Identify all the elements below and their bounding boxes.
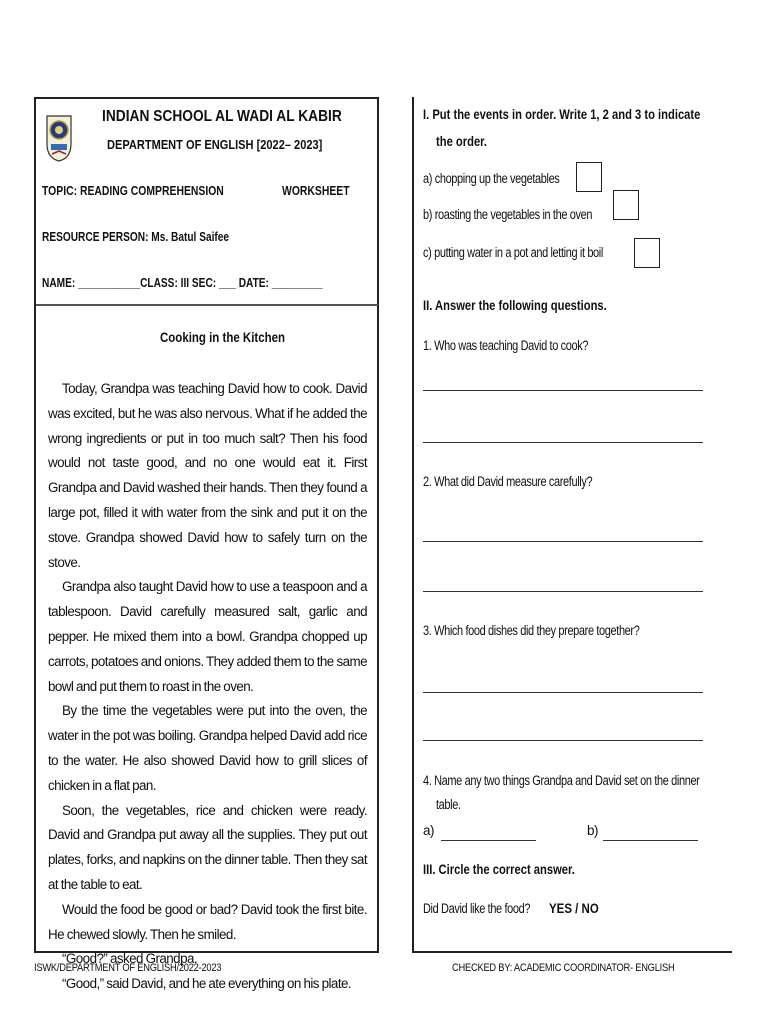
answer-line[interactable] <box>423 591 703 592</box>
question-1: 1. Who was teaching David to cook? <box>423 338 589 353</box>
left-column-border-right <box>377 97 379 953</box>
order-box-c[interactable] <box>634 238 660 268</box>
story-paragraph: Soon, the vegetables, rice and chicken were ready. David and Grandpa put away all the supplies. They put out plates, forks, and napkins on the dinner table. Then they sat at the table to eat. <box>48 802 367 892</box>
student-details-line: NAME: ___________CLASS: III SEC: ___ DATE: _________ <box>42 275 323 290</box>
question-3: 3. Which food dishes did they prepare together? <box>423 623 640 638</box>
answer-line[interactable] <box>423 541 703 542</box>
school-logo <box>44 114 74 162</box>
order-box-a[interactable] <box>576 162 602 192</box>
school-name: INDIAN SCHOOL AL WADI AL KABIR <box>102 108 342 125</box>
left-column-border-left <box>34 97 36 953</box>
order-item-b: b) roasting the vegetables in the oven <box>423 207 593 222</box>
left-column-border-top <box>34 97 379 99</box>
order-box-b[interactable] <box>613 190 639 220</box>
header-divider <box>36 304 378 306</box>
question-2: 2. What did David measure carefully? <box>423 474 593 489</box>
right-column-border-left <box>412 97 414 953</box>
section2-heading: II. Answer the following questions. <box>423 297 607 313</box>
section3-heading: III. Circle the correct answer. <box>423 861 575 877</box>
story-title: Cooking in the Kitchen <box>160 329 286 345</box>
story-paragraph: Grandpa also taught David how to use a teaspoon and a tablespoon. David carefully measured salt, garlic and pepper. He mixed them into a bowl. Grandpa chopped up carrots, potatoes and onions. They added them to the same bowl and put them to roast in the oven. <box>48 579 367 694</box>
answer-a-line[interactable] <box>441 840 536 841</box>
question-4-line2: table. <box>436 797 461 812</box>
answer-line[interactable] <box>423 740 703 741</box>
section1-heading-line2: the order. <box>436 133 488 149</box>
answer-a-label: a) <box>423 823 435 838</box>
story-text <box>48 377 367 997</box>
resource-person: RESOURCE PERSON: Ms. Batul Saifee <box>42 229 230 244</box>
question-4: 4. Name any two things Grandpa and David set on the dinner <box>423 773 700 788</box>
worksheet-label: WORKSHEET <box>282 183 350 198</box>
section1-heading: I. Put the events in order. Write 1, 2 and 3 to indicate <box>423 106 701 122</box>
answer-line[interactable] <box>423 692 703 693</box>
section3-question: Did David like the food? <box>423 901 531 916</box>
order-item-a: a) chopping up the vegetables <box>423 171 560 186</box>
answer-b-line[interactable] <box>603 840 698 841</box>
story-paragraph: “Good,” said David, and he ate everything on his plate. <box>62 976 352 992</box>
story-paragraph: By the time the vegetables were put into the oven, the water in the pot was boiling. Grandpa helped David add rice to the water. He also showed David how to grill slices of chicken in a flat pan. <box>48 703 367 793</box>
topic-label: TOPIC: READING COMPREHENSION <box>42 183 224 198</box>
department-title: DEPARTMENT OF ENGLISH [2022– 2023] <box>107 137 323 152</box>
footer-left: ISWK/DEPARTMENT OF ENGLISH/2022-2023 <box>34 962 222 974</box>
answer-b-label: b) <box>587 823 599 838</box>
order-item-c: c) putting water in a pot and letting it boil <box>423 245 603 260</box>
answer-line[interactable] <box>423 442 703 443</box>
right-column-border-bottom <box>412 951 732 953</box>
story-paragraph: Would the food be good or bad? David took the first bite. He chewed slowly. Then he smiled. <box>48 901 367 942</box>
yes-no-options[interactable]: YES / NO <box>549 900 599 916</box>
answer-line[interactable] <box>423 390 703 391</box>
story-paragraph: Today, Grandpa was teaching David how to cook. David was excited, but he was also nervous. What if he added the wrong ingredients or put in too much salt? Then his food would not taste good, and no one would eat it. First Grandpa and David washed their hands. Then they found a large pot, filled it with water from the sink and put it on the stove. Grandpa showed David how to safely turn on the stove. <box>48 381 367 570</box>
footer-right: CHECKED BY: ACADEMIC COORDINATOR- ENGLISH <box>452 962 675 974</box>
story-paragraph: “Good?” asked Grandpa. <box>62 951 198 967</box>
